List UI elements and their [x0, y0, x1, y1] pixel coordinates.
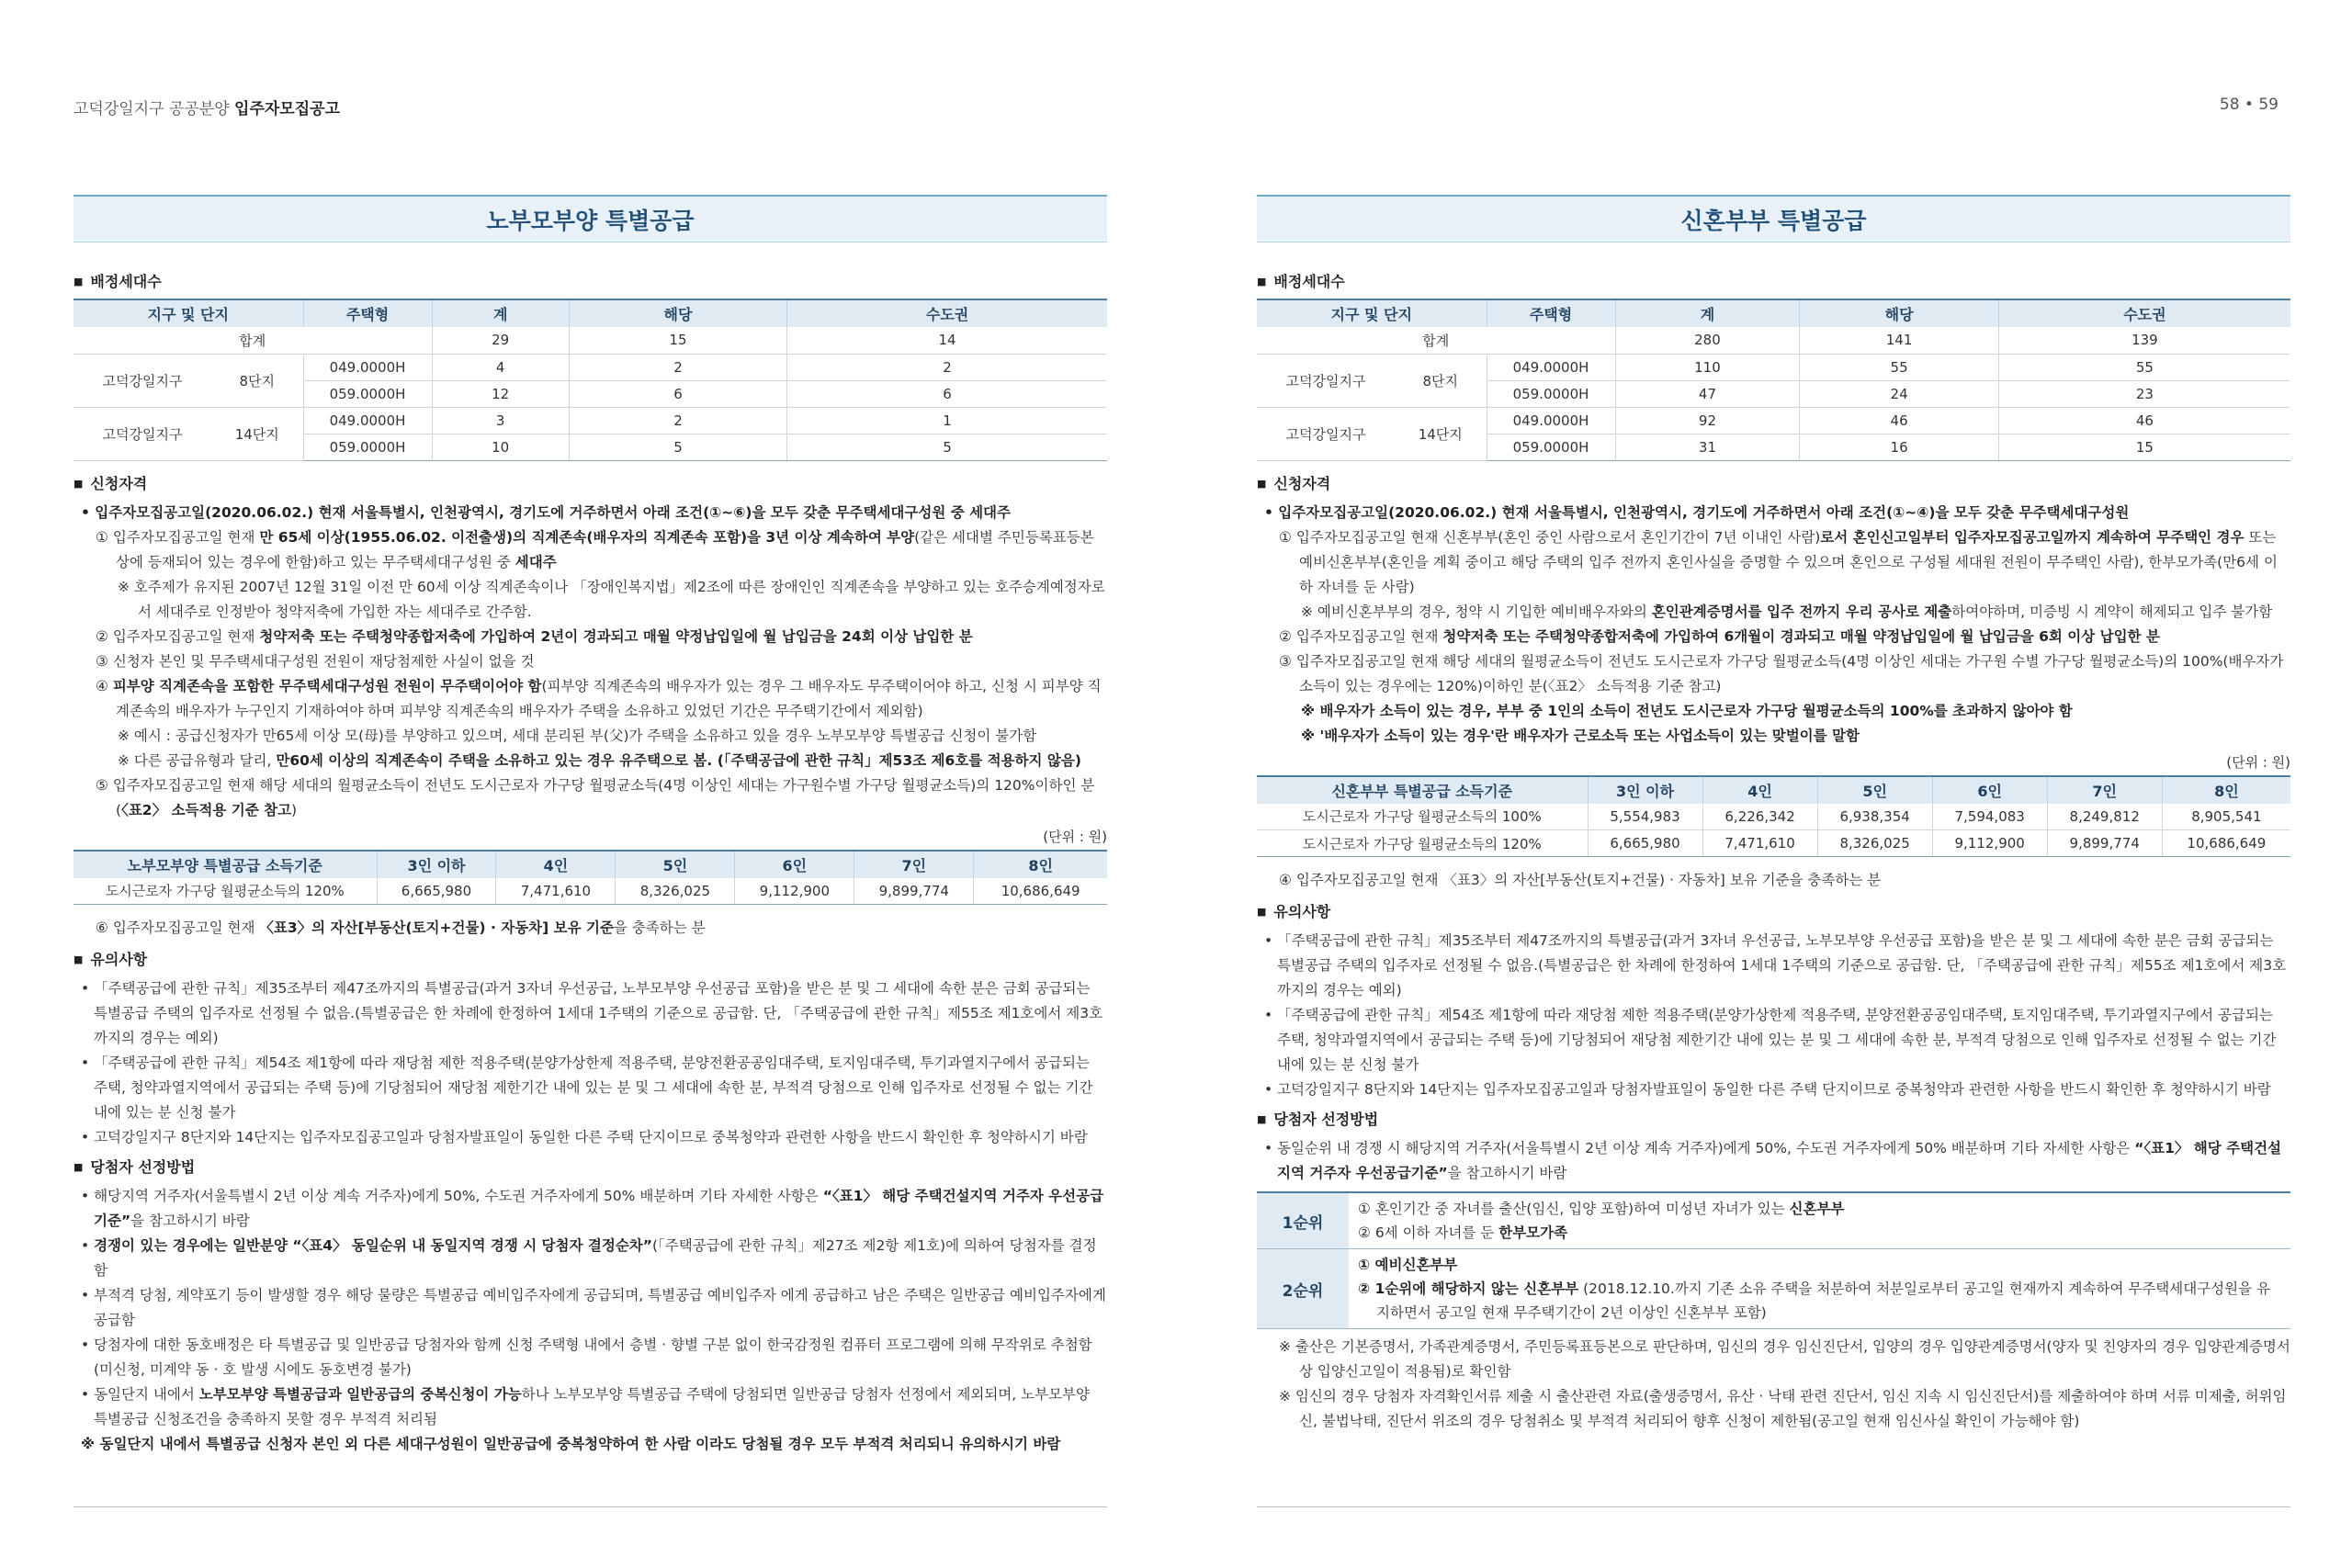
qual-note: ※ 호주제가 유지된 2007년 12월 31일 이전 만 60세 이상 직계존속이나 「장애인복지법」제2조에 따른 장애인인 직계존속을 부양하고 있는 호주승계예정자로서 세대주로 인정받아 청약저축에 가입한 자는 세대주로 간주함. — [118, 578, 1105, 620]
alloc-cell: 4 — [432, 354, 569, 380]
income-table — [74, 850, 1107, 906]
section-banner: 노부모부양 특별공급 — [74, 195, 1107, 243]
income-header: 6인 — [1932, 776, 2047, 804]
qual-lead: • 입주자모집공고일(2020.06.02.) 현재 서울특별시, 인천광역시, 경기도에 거주하면서 아래 조건(①~⑥)을 모두 갖춘 무주택세대구성원 중 세대주 — [81, 503, 1012, 521]
alloc-complex: 14단지 — [1395, 407, 1487, 460]
qual-note: ※ 배우자가 소득이 있는 경우, 부부 중 1인의 소득이 전년도 도시근로자 가구당 월평균소득의 100%를 초과하지 않아야 함 — [1301, 702, 2073, 719]
alloc-cell: 14 — [787, 327, 1107, 354]
footer-rule — [74, 1506, 1107, 1507]
caution-section-title: ■ 유의사항 — [74, 948, 1107, 969]
income-cell: 9,899,774 — [854, 878, 974, 905]
alloc-cell: 6 — [569, 380, 786, 407]
alloc-cell: 46 — [1998, 407, 2290, 434]
qual-item-3: ③ 신청자 본인 및 무주택세대구성원 전원이 재당첨제한 사실이 없을 것 — [96, 652, 535, 670]
alloc-cell: 10 — [432, 434, 569, 460]
qual-note: ※ '배우자가 소득이 있는 경우'란 배우자가 근로소득 또는 사업소득이 있는 맞벌이를 말함 — [1301, 727, 1860, 744]
income-header: 3인 이하 — [377, 851, 496, 878]
page-numbers: 58 • 59 — [2219, 96, 2278, 114]
left-page — [74, 195, 1107, 1457]
unit-label: (단위 : 원) — [1043, 828, 1107, 845]
rank-label: 2순위 — [1257, 1249, 1349, 1329]
alloc-header: 수도권 — [787, 299, 1107, 327]
selection-note: ※ 출산은 기본증명서, 가족관계증명서, 주민등록표등본으로 판단하며, 임신의 경우 임신진단서, 입양의 경우 입양관계증명서(양자 및 친양자의 경우 입양관계증명서상 입양신고일이 적용됨)로 확인함 — [1279, 1338, 2290, 1380]
alloc-complex: 8단지 — [1395, 354, 1487, 407]
selection-item: • 동일순위 내 경쟁 시 해당지역 거주자(서울특별시 2년 이상 계속 거주자)에게 50%, 수도권 거주자에게 50% 배분하며 기타 자세한 사항은 “〈표1〉 해당 주택건설지역 거주자 우선공급기준”을 참고하시기 바람 — [1264, 1140, 2282, 1181]
qual-note: ※ 예비신혼부부의 경우, 청약 시 기입한 예비배우자와의 혼인관계증명서를 입주 전까지 우리 공사로 제출하여야하며, 미증빙 시 계약이 해제되고 입주 불가함 — [1301, 603, 2273, 620]
alloc-cell: 15 — [569, 327, 786, 354]
income-cell: 8,326,025 — [616, 878, 735, 905]
alloc-section-title: ■ 배정세대수 — [74, 270, 1107, 291]
selection-warning: ※ 동일단지 내에서 특별공급 신청자 본인 외 다른 세대구성원이 일반공급에 중복청약하여 한 사람 이라도 당첨될 경우 모두 부적격 처리되니 유의하시기 바람 — [81, 1436, 1061, 1452]
income-table — [1257, 775, 2290, 858]
selection-item: • 당첨자에 대한 동호배정은 타 특별공급 및 일반공급 당첨자와 함께 신청 주택형 내에서 층별 · 향별 구분 없이 한국감정원 컴퓨터 프로그램에 의해 무작위로 추첨함(미신청, 미계약 동 · 호 발생 시에도 동호변경 불가) — [81, 1337, 1092, 1378]
income-header: 노부모부양 특별공급 소득기준 — [74, 851, 377, 878]
alloc-cell: 47 — [1615, 380, 1800, 407]
alloc-cell: 2 — [569, 407, 786, 434]
alloc-section-title: ■ 배정세대수 — [1257, 270, 2290, 291]
alloc-type: 049.0000H — [303, 354, 432, 380]
alloc-cell: 110 — [1615, 354, 1800, 380]
alloc-header: 지구 및 단지 — [1257, 299, 1487, 327]
income-header: 5인 — [616, 851, 735, 878]
alloc-cell: 12 — [432, 380, 569, 407]
qual-section-title: ■ 신청자격 — [74, 472, 1107, 493]
rank-label: 1순위 — [1257, 1192, 1349, 1249]
header-bold: 입주자모집공고 — [234, 100, 340, 118]
running-header-left — [74, 96, 340, 118]
qual-item-3: ③ 입주자모집공고일 현재 해당 세대의 월평균소득이 전년도 도시근로자 가구당 월평균소득(4명 이상인 세대는 가구원 수별 가구당 월평균소득)의 100%(배우자가 소득이 있는 경우에는 120%)이하인 분(〈표2〉 소득적용 기준 참고) — [1279, 652, 2284, 694]
income-cell: 7,471,610 — [496, 878, 616, 905]
unit-label: (단위 : 원) — [2226, 753, 2290, 771]
alloc-cell: 46 — [1800, 407, 1998, 434]
rank-table — [1257, 1191, 2290, 1329]
selection-item: • 경쟁이 있는 경우에는 일반분양 “〈표4〉 동일순위 내 동일지역 경쟁 시 당첨자 결정순차”(「주택공급에 관한 규칙」제27조 제2항 제1호)에 의하여 당첨자를 결정함 — [81, 1237, 1097, 1279]
income-header: 6인 — [735, 851, 854, 878]
alloc-cell: 139 — [1998, 327, 2290, 354]
alloc-district: 고덕강일지구 — [1257, 354, 1395, 407]
selection-item: • 부적격 당첨, 계약포기 등이 발생할 경우 해당 물량은 특별공급 예비입주자에게 공급되며, 특별공급 예비입주자 에게 공급하고 남은 주택은 일반공급 예비입주자에게 공급함 — [81, 1287, 1106, 1328]
alloc-cell: 23 — [1998, 380, 2290, 407]
qual-item-5: ⑤ 입주자모집공고일 현재 해당 세대의 월평균소득이 전년도 도시근로자 가구당 월평균소득(4명 이상인 세대는 가구원수별 가구당 월평균소득)의 120%이하인 분(〈표2〉 소득적용 기준 참고) — [96, 776, 1095, 818]
income-cell: 7,471,610 — [1702, 830, 1817, 857]
qual-lead: • 입주자모집공고일(2020.06.02.) 현재 서울특별시, 인천광역시, 경기도에 거주하면서 아래 조건(①~④)을 모두 갖춘 무주택세대구성원 — [1264, 503, 2130, 521]
income-header: 4인 — [496, 851, 616, 878]
selection-section-title: ■ 당첨자 선정방법 — [74, 1156, 1107, 1177]
alloc-total-label: 합계 — [74, 327, 432, 354]
rank-content: ① 예비신혼부부 ② 1순위에 해당하지 않는 신혼부부 (2018.12.10.까지 기존 소유 주택을 처분하여 처분일로부터 공고일 현재까지 계속하여 무주택세대구성원을 유지하면서 공고일 현재 무주택기간이 2년 이상인 신혼부부 포함) — [1349, 1249, 2290, 1329]
income-header: 4인 — [1702, 776, 1817, 804]
income-cell: 10,686,649 — [974, 878, 1107, 905]
alloc-cell: 1 — [787, 407, 1107, 434]
selection-note: ※ 임신의 경우 당첨자 자격확인서류 제출 시 출산관련 자료(출생증명서, 유산 · 낙태 관련 진단서, 임신 지속 시 임신진단서)를 제출하여야 하며 서류 미제출, 허위임신, 불법낙태, 진단서 위조의 경우 당첨취소 및 부적격 처리되어 향후 신청이 제한됨(공고일 현재 임신사실 확인이 가능해야 함) — [1279, 1388, 2287, 1429]
alloc-header: 계 — [432, 299, 569, 327]
income-cell: 8,326,025 — [1817, 830, 1932, 857]
alloc-cell: 15 — [1998, 434, 2290, 460]
alloc-cell: 16 — [1800, 434, 1998, 460]
alloc-cell: 2 — [787, 354, 1107, 380]
selection-item: • 동일단지 내에서 노부모부양 특별공급과 일반공급의 중복신청이 가능하나 노부모부양 특별공급 주택에 당첨되면 일반공급 당첨자 선정에서 제외되며, 노부모부양 특별공급 신청조건을 충족하지 못할 경우 부적격 처리됨 — [81, 1386, 1090, 1427]
income-cell: 6,938,354 — [1817, 804, 1932, 830]
alloc-district: 고덕강일지구 — [74, 354, 211, 407]
caution-item: • 「주택공급에 관한 규칙」제35조부터 제47조까지의 특별공급(과거 3자녀 우선공급, 노부모부양 우선공급 포함)을 받은 분 및 그 세대에 속한 분은 금회 공급되는 특별공급 주택의 입주자로 선정될 수 없음.(특별공급은 한 차례에 한정하여 1세대 1주택의 기준으로 공급함. 단, 「주택공급에 관한 규칙」제55조 제1호에서 제3호까지의 경우는 예외) — [1264, 932, 2287, 998]
alloc-table — [1257, 299, 2290, 461]
income-cell: 6,665,980 — [377, 878, 496, 905]
alloc-cell: 5 — [787, 434, 1107, 460]
alloc-district: 고덕강일지구 — [1257, 407, 1395, 460]
income-cell: 10,686,649 — [2162, 830, 2290, 857]
income-header: 7인 — [854, 851, 974, 878]
alloc-header: 주택형 — [1487, 299, 1615, 327]
income-header: 8인 — [974, 851, 1107, 878]
alloc-header: 해당 — [569, 299, 786, 327]
rank-content: ① 혼인기간 중 자녀를 출산(임신, 입양 포함)하여 미성년 자녀가 있는 신혼부부 ② 6세 이하 자녀를 둔 한부모가족 — [1349, 1192, 2290, 1249]
section-banner: 신혼부부 특별공급 — [1257, 195, 2290, 243]
qual-item-1: ① 입주자모집공고일 현재 신혼부부(혼인 중인 사람으로서 혼인기간이 7년 이내인 사람)로서 혼인신고일부터 입주자모집공고일까지 계속하여 무주택인 경우 또는 예비신혼부부(혼인을 계획 중이고 해당 주택의 입주 전까지 혼인사실을 증명할 수 있으며 혼인으로 구성될 세대원 전원이 무주택인 사람), 한부모가족(만6세 이하 자녀를 둔 사람) — [1279, 528, 2278, 595]
alloc-district: 고덕강일지구 — [74, 407, 211, 460]
alloc-cell: 280 — [1615, 327, 1800, 354]
caution-item: • 「주택공급에 관한 규칙」제54조 제1항에 따라 재당첨 제한 적용주택(분양가상한제 적용주택, 분양전환공공임대주택, 토지임대주택, 투기과열지구에서 공급되는 주택, 청약과열지역에서 공급되는 주택 등)에 기당첨되어 재당첨 제한기간 내에 있는 분 및 그 세대에 속한 분, 부적격 당첨으로 인해 입주자로 선정될 수 없는 기간 내에 있는 분 신청 불가 — [1264, 1007, 2277, 1073]
income-cell: 8,249,812 — [2047, 804, 2162, 830]
qual-note: ※ 예시 : 공급신청자가 만65세 이상 모(母)를 부양하고 있으며, 세대 분리된 부(父)가 주택을 소유하고 있을 경우 노부모부양 특별공급 신청이 불가함 — [118, 727, 1037, 744]
selection-item: • 해당지역 거주자(서울특별시 2년 이상 계속 거주자)에게 50%, 수도권 거주자에게 50% 배분하며 기타 자세한 사항은 “〈표1〉 해당 주택건설지역 거주자 우선공급기준”을 참고하시기 바람 — [81, 1188, 1104, 1229]
alloc-cell: 55 — [1800, 354, 1998, 380]
right-page — [1257, 195, 2290, 1434]
alloc-cell: 141 — [1800, 327, 1998, 354]
income-header: 3인 이하 — [1588, 776, 1702, 804]
alloc-cell: 2 — [569, 354, 786, 380]
caution-item: • 고덕강일지구 8단지와 14단지는 입주자모집공고일과 당첨자발표일이 동일한 다른 주택 단지이므로 중복청약과 관련한 사항을 반드시 확인한 후 청약하시기 바람 — [81, 1129, 1088, 1145]
income-cell: 5,554,983 — [1588, 804, 1702, 830]
alloc-header: 주택형 — [303, 299, 432, 327]
alloc-cell: 24 — [1800, 380, 1998, 407]
alloc-type: 059.0000H — [303, 434, 432, 460]
alloc-cell: 5 — [569, 434, 786, 460]
income-cell: 도시근로자 가구당 월평균소득의 100% — [1257, 804, 1588, 830]
header-prefix: 고덕강일지구 공공분양 — [74, 100, 235, 118]
qual-item-2: ② 입주자모집공고일 현재 청약저축 또는 주택청약종합저축에 가입하여 2년이 경과되고 매월 약정납입일에 월 납입금을 24회 이상 납입한 분 — [96, 627, 973, 645]
caution-item: • 「주택공급에 관한 규칙」제35조부터 제47조까지의 특별공급(과거 3자녀 우선공급, 노부모부양 우선공급 포함)을 받은 분 및 그 세대에 속한 분은 금회 공급되는 특별공급 주택의 입주자로 선정될 수 없음.(특별공급은 한 차례에 한정하여 1세대 1주택의 기준으로 공급함. 단, 「주택공급에 관한 규칙」제55조 제1호에서 제3호까지의 경우는 예외) — [81, 980, 1103, 1046]
qual-item-2: ② 입주자모집공고일 현재 청약저축 또는 주택청약종합저축에 가입하여 6개월이 경과되고 매월 약정납입일에 월 납입금을 6회 이상 납입한 분 — [1279, 627, 2160, 645]
caution-item: • 「주택공급에 관한 규칙」제54조 제1항에 따라 재당첨 제한 적용주택(분양가상한제 적용주택, 분양전환공공임대주택, 토지임대주택, 투기과열지구에서 공급되는 주택, 청약과열지역에서 공급되는 주택 등)에 기당첨되어 재당첨 제한기간 내에 있는 분 및 그 세대에 속한 분, 부적격 당첨으로 인해 입주자로 선정될 수 없는 기간 내에 있는 분 신청 불가 — [81, 1055, 1093, 1121]
qual-item-1: ① 입주자모집공고일 현재 만 65세 이상(1955.06.02. 이전출생)의 직계존속(배우자의 직계존속 포함)을 3년 이상 계속하여 부양(같은 세대별 주민등록표등본상에 등재되어 있는 경우에 한함)하고 있는 무주택세대구성원 중 세대주 — [96, 528, 1094, 570]
income-cell: 6,226,342 — [1702, 804, 1817, 830]
alloc-cell: 3 — [432, 407, 569, 434]
alloc-cell: 55 — [1998, 354, 2290, 380]
alloc-type: 049.0000H — [303, 407, 432, 434]
selection-section-title: ■ 당첨자 선정방법 — [1257, 1108, 2290, 1129]
qual-section-title: ■ 신청자격 — [1257, 472, 2290, 493]
qual-item-4: ④ 피부양 직계존속을 포함한 무주택세대구성원 전원이 무주택이어야 함(피부양 직계존속의 배우자가 있는 경우 그 배우자도 무주택이어야 하고, 신청 시 피부양 직계존속의 배우자가 누구인지 기재하여야 하며 피부양 직계존속의 배우자가 주택을 소유하고 있었던 기간은 무주택기간에서 제외함) — [96, 677, 1102, 719]
alloc-cell: 6 — [787, 380, 1107, 407]
caution-section-title: ■ 유의사항 — [1257, 900, 2290, 921]
income-cell: 도시근로자 가구당 월평균소득의 120% — [1257, 830, 1588, 857]
alloc-header: 해당 — [1800, 299, 1998, 327]
alloc-complex: 8단지 — [211, 354, 303, 407]
income-header: 5인 — [1817, 776, 1932, 804]
income-cell: 6,665,980 — [1588, 830, 1702, 857]
income-header: 7인 — [2047, 776, 2162, 804]
income-cell: 8,905,541 — [2162, 804, 2290, 830]
income-cell: 도시근로자 가구당 월평균소득의 120% — [74, 878, 377, 905]
alloc-total-label: 합계 — [1257, 327, 1615, 354]
income-cell: 9,112,900 — [1932, 830, 2047, 857]
alloc-type: 059.0000H — [1487, 380, 1615, 407]
qual-note: ※ 다른 공급유형과 달리, 만60세 이상의 직계존속이 주택을 소유하고 있는 경우 유주택으로 봄. (「주택공급에 관한 규칙」제53조 제6호를 적용하지 않음) — [118, 751, 1081, 769]
alloc-header: 수도권 — [1998, 299, 2290, 327]
income-cell: 9,899,774 — [2047, 830, 2162, 857]
alloc-header: 지구 및 단지 — [74, 299, 303, 327]
alloc-cell: 31 — [1615, 434, 1800, 460]
alloc-complex: 14단지 — [211, 407, 303, 460]
alloc-type: 049.0000H — [1487, 407, 1615, 434]
footer-rule — [1257, 1506, 2290, 1507]
alloc-type: 059.0000H — [1487, 434, 1615, 460]
qual-item-4: ④ 입주자모집공고일 현재 〈표3〉의 자산[부동산(토지+건물) · 자동차] 보유 기준을 충족하는 분 — [1279, 872, 1882, 888]
alloc-type: 049.0000H — [1487, 354, 1615, 380]
alloc-header: 계 — [1615, 299, 1800, 327]
income-cell: 9,112,900 — [735, 878, 854, 905]
caution-item: • 고덕강일지구 8단지와 14단지는 입주자모집공고일과 당첨자발표일이 동일한 다른 주택 단지이므로 중복청약과 관련한 사항을 반드시 확인한 후 청약하시기 바람 — [1264, 1081, 2271, 1098]
income-cell: 7,594,083 — [1932, 804, 2047, 830]
alloc-cell: 29 — [432, 327, 569, 354]
income-header: 8인 — [2162, 776, 2290, 804]
qual-item-6: ⑥ 입주자모집공고일 현재 〈표3〉의 자산[부동산(토지+건물) · 자동차] 보유 기준을 충족하는 분 — [96, 919, 706, 936]
alloc-table — [74, 299, 1107, 461]
alloc-type: 059.0000H — [303, 380, 432, 407]
income-header: 신혼부부 특별공급 소득기준 — [1257, 776, 1588, 804]
alloc-cell: 92 — [1615, 407, 1800, 434]
